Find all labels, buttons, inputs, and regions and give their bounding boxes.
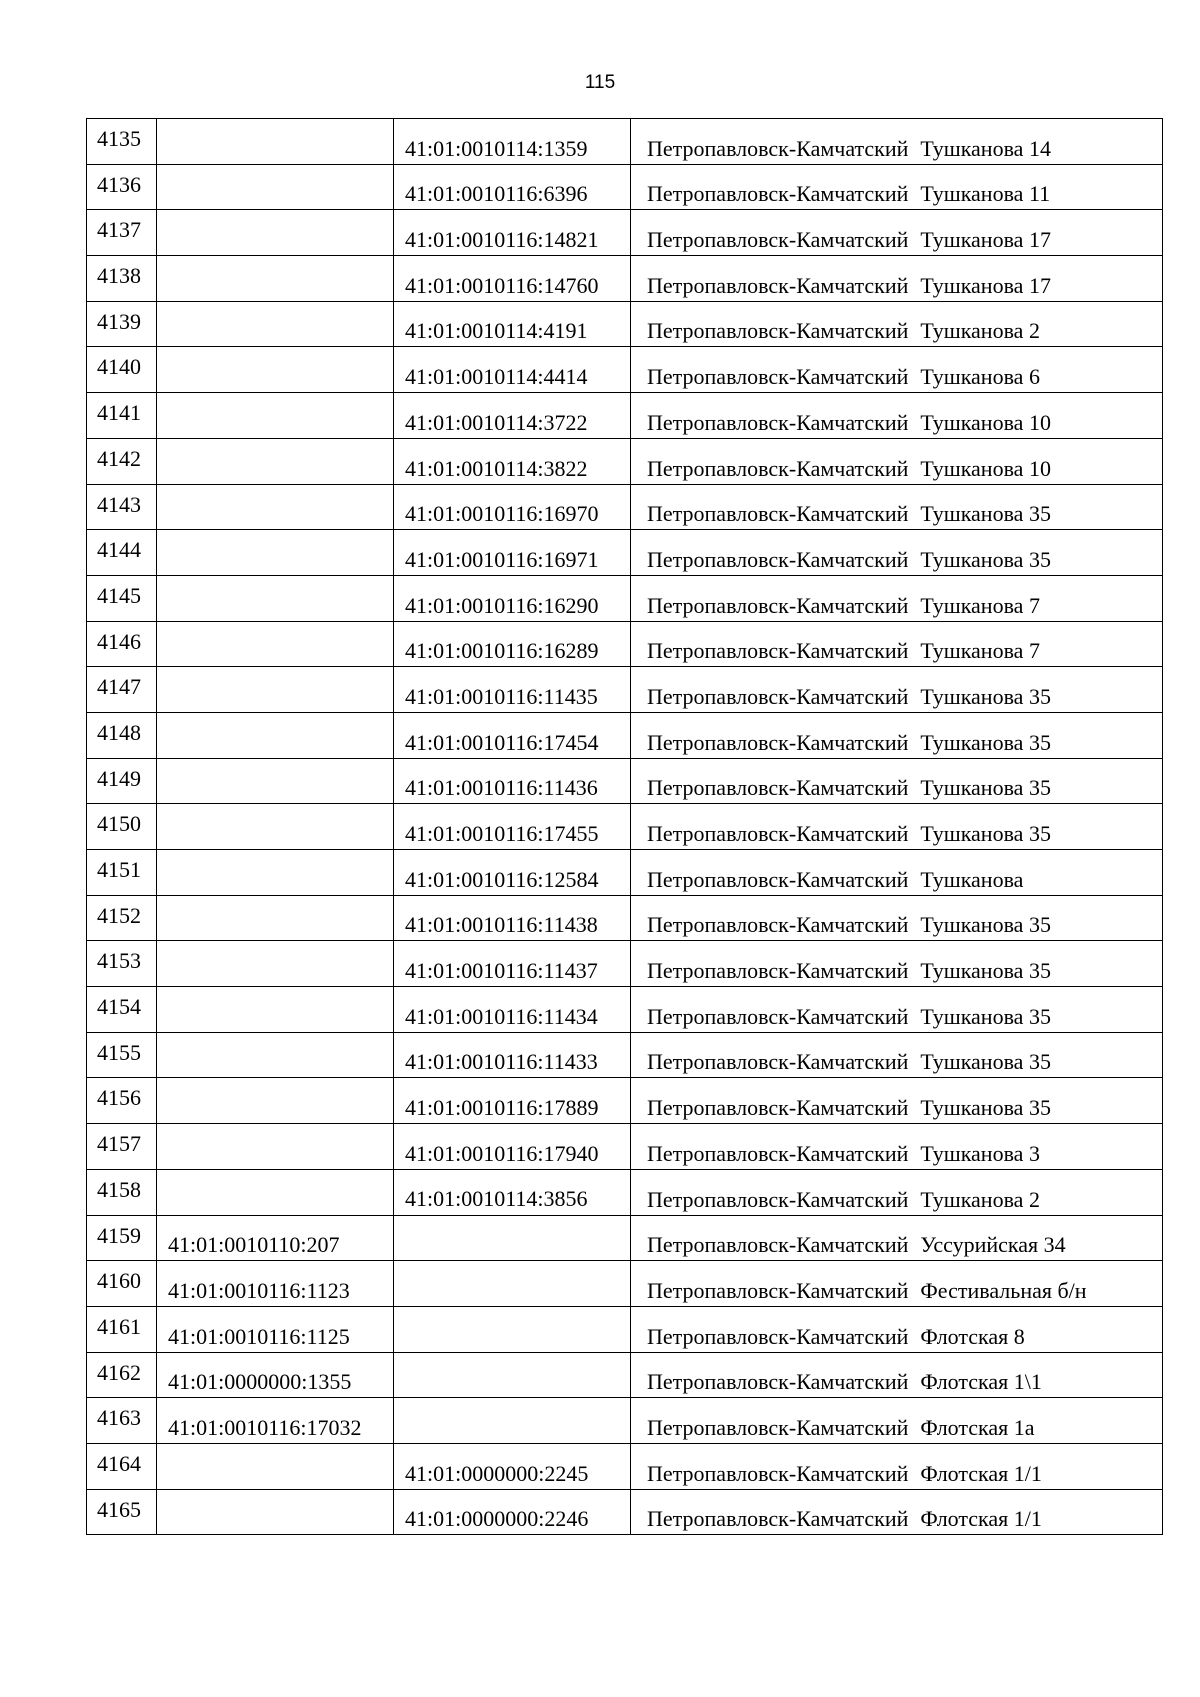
address-city: Петропавловск-Камчатский bbox=[647, 181, 909, 207]
cadastral-number-land bbox=[157, 1078, 394, 1124]
address-city: Петропавловск-Камчатский bbox=[647, 272, 909, 298]
address-city: Петропавловск-Камчатский bbox=[647, 866, 909, 892]
cadastral-number-building bbox=[394, 1306, 631, 1352]
address-cell bbox=[631, 1489, 1163, 1535]
cadastral-number-building: 41:01:0010116:14821 bbox=[394, 210, 631, 256]
row-number: 4165 bbox=[87, 1489, 157, 1535]
address-street: Тушканова 2 bbox=[920, 318, 1040, 344]
cadastral-number-building: 41:01:0010116:11438 bbox=[394, 895, 631, 941]
address-city: Петропавловск-Камчатский bbox=[647, 638, 909, 664]
address-street: Тушканова 3 bbox=[920, 1140, 1040, 1166]
address-cell bbox=[631, 1443, 1163, 1489]
cadastral-number-building: 41:01:0010116:16970 bbox=[394, 484, 631, 530]
row-number: 4159 bbox=[87, 1215, 157, 1261]
row-number: 4160 bbox=[87, 1261, 157, 1307]
cadastral-number-building: 41:01:0010116:11435 bbox=[394, 667, 631, 713]
address-city: Петропавловск-Камчатский bbox=[647, 1506, 909, 1532]
table-row bbox=[87, 621, 1163, 667]
address-city: Петропавловск-Камчатский bbox=[647, 1323, 909, 1349]
cadastral-number-building bbox=[394, 1352, 631, 1398]
cadastral-number-land bbox=[157, 1124, 394, 1170]
address-city: Петропавловск-Камчатский bbox=[647, 1095, 909, 1121]
address-cell bbox=[631, 1398, 1163, 1444]
address-cell bbox=[631, 804, 1163, 850]
table-row bbox=[87, 1489, 1163, 1535]
address-cell bbox=[631, 301, 1163, 347]
cadastral-number-land bbox=[157, 1169, 394, 1215]
address-street: Флотская 1а bbox=[920, 1414, 1035, 1440]
address-cell bbox=[631, 987, 1163, 1033]
address-city: Петропавловск-Камчатский bbox=[647, 1277, 909, 1303]
address-city: Петропавловск-Камчатский bbox=[647, 318, 909, 344]
table-row bbox=[87, 119, 1163, 165]
cadastral-number-land bbox=[157, 621, 394, 667]
table-row bbox=[87, 164, 1163, 210]
row-number: 4147 bbox=[87, 667, 157, 713]
page-number: 115 bbox=[584, 72, 616, 93]
table-row bbox=[87, 758, 1163, 804]
cadastral-number-land bbox=[157, 941, 394, 987]
address-city: Петропавловск-Камчатский bbox=[647, 912, 909, 938]
address-cell bbox=[631, 895, 1163, 941]
cadastral-number-land bbox=[157, 484, 394, 530]
table-row bbox=[87, 1261, 1163, 1307]
table-row bbox=[87, 987, 1163, 1033]
address-city: Петропавловск-Камчатский bbox=[647, 1049, 909, 1075]
address-street: Тушканова 17 bbox=[920, 272, 1051, 298]
row-number: 4150 bbox=[87, 804, 157, 850]
table-row bbox=[87, 1398, 1163, 1444]
address-street: Тушканова 35 bbox=[920, 821, 1051, 846]
address-cell bbox=[631, 941, 1163, 987]
cadastral-number-land bbox=[157, 987, 394, 1033]
address-city: Петропавловск-Камчатский bbox=[647, 409, 909, 435]
cadastral-number-building: 41:01:0010114:3722 bbox=[394, 393, 631, 439]
address-cell bbox=[631, 1215, 1163, 1261]
address-cell bbox=[631, 758, 1163, 804]
cadastral-number-land bbox=[157, 301, 394, 347]
cadastral-number-land bbox=[157, 256, 394, 302]
address-cell bbox=[631, 667, 1163, 713]
cadastral-number-building: 41:01:0010114:1359 bbox=[394, 119, 631, 165]
cadastral-number-building: 41:01:0010116:16289 bbox=[394, 621, 631, 667]
address-street: Флотская 1\1 bbox=[920, 1369, 1042, 1395]
address-cell bbox=[631, 621, 1163, 667]
table-row bbox=[87, 1169, 1163, 1215]
address-city: Петропавловск-Камчатский bbox=[647, 364, 909, 390]
row-number: 4139 bbox=[87, 301, 157, 347]
registry-table bbox=[86, 118, 1163, 1535]
address-cell bbox=[631, 438, 1163, 484]
cadastral-number-land bbox=[157, 575, 394, 621]
table-row bbox=[87, 895, 1163, 941]
table-row bbox=[87, 1306, 1163, 1352]
cadastral-number-building: 41:01:0010116:11433 bbox=[394, 1032, 631, 1078]
row-number: 4153 bbox=[87, 941, 157, 987]
address-street: Тушканова 35 bbox=[920, 912, 1051, 938]
address-street: Тушканова 10 bbox=[920, 455, 1051, 481]
address-cell bbox=[631, 530, 1163, 576]
cadastral-number-land bbox=[157, 667, 394, 713]
cadastral-number-building: 41:01:0010116:17454 bbox=[394, 712, 631, 758]
cadastral-number-land bbox=[157, 438, 394, 484]
cadastral-number-building bbox=[394, 1215, 631, 1261]
address-city: Петропавловск-Камчатский bbox=[647, 455, 909, 481]
address-cell bbox=[631, 1352, 1163, 1398]
cadastral-number-land bbox=[157, 210, 394, 256]
address-street: Тушканова bbox=[920, 866, 1024, 892]
cadastral-number-building: 41:01:0010116:16971 bbox=[394, 530, 631, 576]
cadastral-number-building: 41:01:0010116:11434 bbox=[394, 987, 631, 1033]
address-city: Петропавловск-Камчатский bbox=[647, 546, 909, 572]
cadastral-number-land: 41:01:0010116:17032 bbox=[157, 1398, 394, 1444]
address-city: Петропавловск-Камчатский bbox=[647, 1414, 909, 1440]
address-cell bbox=[631, 393, 1163, 439]
address-street: Тушканова 35 bbox=[920, 501, 1051, 527]
cadastral-number-building: 41:01:0010114:3856 bbox=[394, 1169, 631, 1215]
address-street: Тушканова 14 bbox=[920, 135, 1051, 161]
address-cell bbox=[631, 1124, 1163, 1170]
cadastral-number-land: 41:01:0000000:1355 bbox=[157, 1352, 394, 1398]
address-street: Тушканова 35 bbox=[920, 1049, 1051, 1075]
address-street: Флотская 1/1 bbox=[920, 1460, 1042, 1486]
address-city: Петропавловск-Камчатский bbox=[647, 1232, 909, 1258]
address-cell bbox=[631, 164, 1163, 210]
cadastral-number-building bbox=[394, 1398, 631, 1444]
address-city: Петропавловск-Камчатский bbox=[647, 135, 909, 161]
address-street: Флотская 8 bbox=[920, 1323, 1025, 1349]
address-city: Петропавловск-Камчатский bbox=[647, 729, 909, 755]
cadastral-number-building: 41:01:0010116:17940 bbox=[394, 1124, 631, 1170]
address-cell bbox=[631, 1032, 1163, 1078]
row-number: 4137 bbox=[87, 210, 157, 256]
address-street: Тушканова 35 bbox=[920, 775, 1051, 801]
address-street: Флотская 1/1 bbox=[920, 1506, 1042, 1532]
row-number: 4138 bbox=[87, 256, 157, 302]
row-number: 4146 bbox=[87, 621, 157, 667]
address-city: Петропавловск-Камчатский bbox=[647, 501, 909, 527]
address-city: Петропавловск-Камчатский bbox=[647, 683, 909, 709]
cadastral-number-land bbox=[157, 758, 394, 804]
row-number: 4143 bbox=[87, 484, 157, 530]
row-number: 4158 bbox=[87, 1169, 157, 1215]
table-row bbox=[87, 667, 1163, 713]
row-number: 4154 bbox=[87, 987, 157, 1033]
address-street: Тушканова 35 bbox=[920, 546, 1051, 572]
cadastral-number-building: 41:01:0000000:2246 bbox=[394, 1489, 631, 1535]
address-cell bbox=[631, 575, 1163, 621]
address-street: Тушканова 35 bbox=[920, 1095, 1051, 1121]
row-number: 4155 bbox=[87, 1032, 157, 1078]
row-number: 4161 bbox=[87, 1306, 157, 1352]
row-number: 4151 bbox=[87, 850, 157, 896]
table-row bbox=[87, 575, 1163, 621]
cadastral-number-land bbox=[157, 712, 394, 758]
cadastral-number-land bbox=[157, 347, 394, 393]
address-city: Петропавловск-Камчатский bbox=[647, 1140, 909, 1166]
address-city: Петропавловск-Камчатский bbox=[647, 227, 909, 253]
row-number: 4136 bbox=[87, 164, 157, 210]
cadastral-number-land bbox=[157, 119, 394, 165]
cadastral-number-building: 41:01:0010116:17889 bbox=[394, 1078, 631, 1124]
address-cell bbox=[631, 256, 1163, 302]
table-row bbox=[87, 941, 1163, 987]
cadastral-number-building: 41:01:0010116:17455 bbox=[394, 804, 631, 850]
address-street: Тушканова 7 bbox=[920, 638, 1040, 664]
address-city: Петропавловск-Камчатский bbox=[647, 1460, 909, 1486]
address-street: Тушканова 17 bbox=[920, 227, 1051, 253]
cadastral-number-land bbox=[157, 1443, 394, 1489]
address-cell bbox=[631, 1169, 1163, 1215]
cadastral-number-building: 41:01:0010114:4191 bbox=[394, 301, 631, 347]
cadastral-number-building: 41:01:0010116:11437 bbox=[394, 941, 631, 987]
address-street: Тушканова 35 bbox=[920, 958, 1051, 984]
address-city: Петропавловск-Камчатский bbox=[647, 1186, 909, 1212]
address-street: Тушканова 35 bbox=[920, 1003, 1051, 1029]
address-city: Петропавловск-Камчатский bbox=[647, 821, 909, 846]
address-cell bbox=[631, 484, 1163, 530]
cadastral-number-land: 41:01:0010116:1123 bbox=[157, 1261, 394, 1307]
row-number: 4148 bbox=[87, 712, 157, 758]
table-row bbox=[87, 210, 1163, 256]
address-cell bbox=[631, 1306, 1163, 1352]
row-number: 4141 bbox=[87, 393, 157, 439]
cadastral-number-building: 41:01:0010116:12584 bbox=[394, 850, 631, 896]
cadastral-number-land bbox=[157, 1489, 394, 1535]
address-city: Петропавловск-Камчатский bbox=[647, 775, 909, 801]
row-number: 4142 bbox=[87, 438, 157, 484]
table-row bbox=[87, 1078, 1163, 1124]
address-cell bbox=[631, 712, 1163, 758]
address-street: Тушканова 35 bbox=[920, 729, 1051, 755]
cadastral-number-building: 41:01:0010114:3822 bbox=[394, 438, 631, 484]
cadastral-number-building: 41:01:0010116:14760 bbox=[394, 256, 631, 302]
row-number: 4157 bbox=[87, 1124, 157, 1170]
table-row bbox=[87, 1032, 1163, 1078]
cadastral-number-land bbox=[157, 164, 394, 210]
cadastral-number-land bbox=[157, 530, 394, 576]
cadastral-number-land: 41:01:0010116:1125 bbox=[157, 1306, 394, 1352]
table-row bbox=[87, 712, 1163, 758]
table-row bbox=[87, 804, 1163, 850]
table-row bbox=[87, 1124, 1163, 1170]
cadastral-number-land bbox=[157, 804, 394, 850]
row-number: 4135 bbox=[87, 119, 157, 165]
row-number: 4162 bbox=[87, 1352, 157, 1398]
table-row bbox=[87, 484, 1163, 530]
address-city: Петропавловск-Камчатский bbox=[647, 1003, 909, 1029]
row-number: 4152 bbox=[87, 895, 157, 941]
cadastral-number-land bbox=[157, 1032, 394, 1078]
address-city: Петропавловск-Камчатский bbox=[647, 958, 909, 984]
table-row bbox=[87, 1352, 1163, 1398]
row-number: 4144 bbox=[87, 530, 157, 576]
address-street: Фестивальная б/н bbox=[920, 1277, 1087, 1303]
row-number: 4156 bbox=[87, 1078, 157, 1124]
cadastral-number-building: 41:01:0010114:4414 bbox=[394, 347, 631, 393]
table-row bbox=[87, 438, 1163, 484]
address-cell bbox=[631, 347, 1163, 393]
cadastral-number-building: 41:01:0000000:2245 bbox=[394, 1443, 631, 1489]
table-row bbox=[87, 1215, 1163, 1261]
table-row bbox=[87, 393, 1163, 439]
cadastral-number-land bbox=[157, 895, 394, 941]
table-row bbox=[87, 347, 1163, 393]
cadastral-number-building: 41:01:0010116:6396 bbox=[394, 164, 631, 210]
address-cell bbox=[631, 1078, 1163, 1124]
address-street: Тушканова 2 bbox=[920, 1186, 1040, 1212]
registry-rows bbox=[87, 119, 1163, 1535]
table-row bbox=[87, 1443, 1163, 1489]
address-cell bbox=[631, 850, 1163, 896]
address-city: Петропавловск-Камчатский bbox=[647, 1369, 909, 1395]
row-number: 4149 bbox=[87, 758, 157, 804]
cadastral-number-building: 41:01:0010116:16290 bbox=[394, 575, 631, 621]
row-number: 4140 bbox=[87, 347, 157, 393]
cadastral-number-land bbox=[157, 850, 394, 896]
cadastral-number-land bbox=[157, 393, 394, 439]
address-cell bbox=[631, 210, 1163, 256]
table-row bbox=[87, 530, 1163, 576]
cadastral-number-land: 41:01:0010110:207 bbox=[157, 1215, 394, 1261]
cadastral-number-building bbox=[394, 1261, 631, 1307]
address-street: Тушканова 11 bbox=[920, 181, 1051, 207]
row-number: 4145 bbox=[87, 575, 157, 621]
address-street: Тушканова 6 bbox=[920, 364, 1040, 390]
address-cell bbox=[631, 119, 1163, 165]
address-city: Петропавловск-Камчатский bbox=[647, 592, 909, 618]
address-street: Тушканова 10 bbox=[920, 409, 1051, 435]
cadastral-number-building: 41:01:0010116:11436 bbox=[394, 758, 631, 804]
table-row bbox=[87, 850, 1163, 896]
address-street: Тушканова 35 bbox=[920, 683, 1051, 709]
table-row bbox=[87, 301, 1163, 347]
address-street: Уссурийская 34 bbox=[920, 1232, 1066, 1258]
table-row bbox=[87, 256, 1163, 302]
address-cell bbox=[631, 1261, 1163, 1307]
row-number: 4163 bbox=[87, 1398, 157, 1444]
row-number: 4164 bbox=[87, 1443, 157, 1489]
address-street: Тушканова 7 bbox=[920, 592, 1040, 618]
